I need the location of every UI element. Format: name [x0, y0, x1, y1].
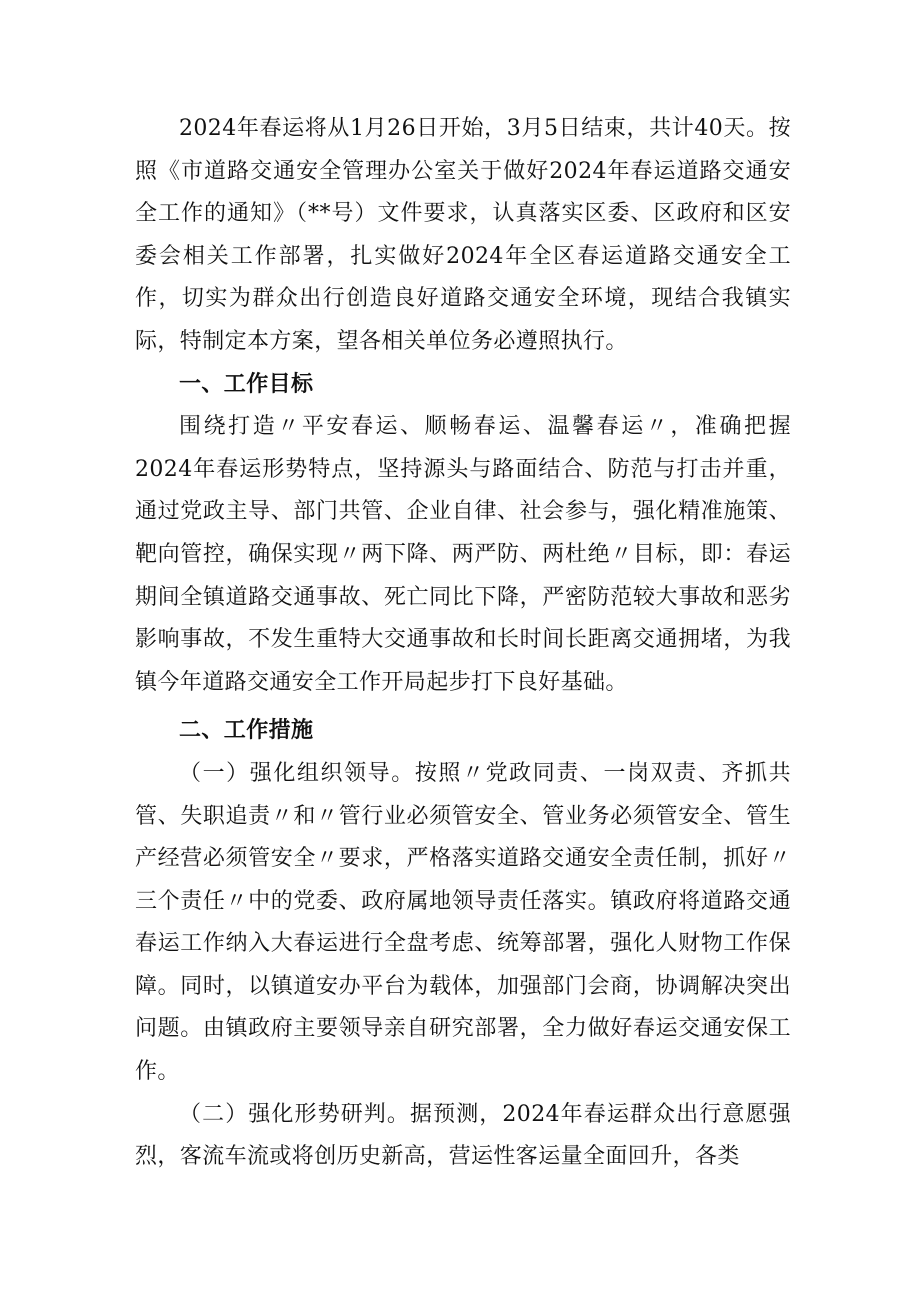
intro-paragraph: 2024年春运将从1月26日开始，3月5日结束，共计40天。按照《市道路交通安全管理办公室关于做好2024年春运道路交通安全工作的通知》（**号）文件要求，认真落实区委、区政府和区安委会相关工作部署，扎实做好2024年全区春运道路交通安全工作，切实为群众出行创造良好道路交通安全环境，现结合我镇实际，特制定本方案，望各相关单位务必遵照执行。 — [135, 116, 791, 354]
document-body — [135, 108, 791, 1179]
section-heading-goals: 一、工作目标 — [179, 371, 314, 397]
measure-item-analysis: （二）强化形势研判。据预测，2024年春运群众出行意愿强烈，客流车流或将创历史新高，营运性客运量全面回升，各类 — [135, 1101, 791, 1170]
measure-item-leadership: （一）强化组织领导。按照〃党政同责、一岗双责、齐抓共管、失职追责〃和〃管行业必须管安全、管业务必须管安全、管生产经营必须管安全〃要求，严格落实道路交通安全责任制，抓好〃三个责任〃中的党委、政府属地领导责任落实。镇政府将道路交通春运工作纳入大春运进行全盘考虑、统筹部署，强化人财物工作保障。同时，以镇道安办平台为载体，加强部门会商，协调解决突出问题。由镇政府主要领导亲自研究部署，全力做好春运交通安保工作。 — [135, 760, 791, 1085]
section-heading-measures: 二、工作措施 — [179, 718, 314, 744]
goals-paragraph: 围绕打造〃平安春运、顺畅春运、温馨春运〃，准确把握2024年春运形势特点，坚持源头与路面结合、防范与打击并重，通过党政主导、部门共管、企业自律、社会参与，强化精准施策、靶向管控，确保实现〃两下降、两严防、两杜绝〃目标，即：春运期间全镇道路交通事故、死亡同比下降，严密防范较大事故和恶劣影响事故，不发生重特大交通事故和长时间长距离交通拥堵，为我镇今年道路交通安全工作开局起步打下良好基础。 — [135, 414, 791, 695]
